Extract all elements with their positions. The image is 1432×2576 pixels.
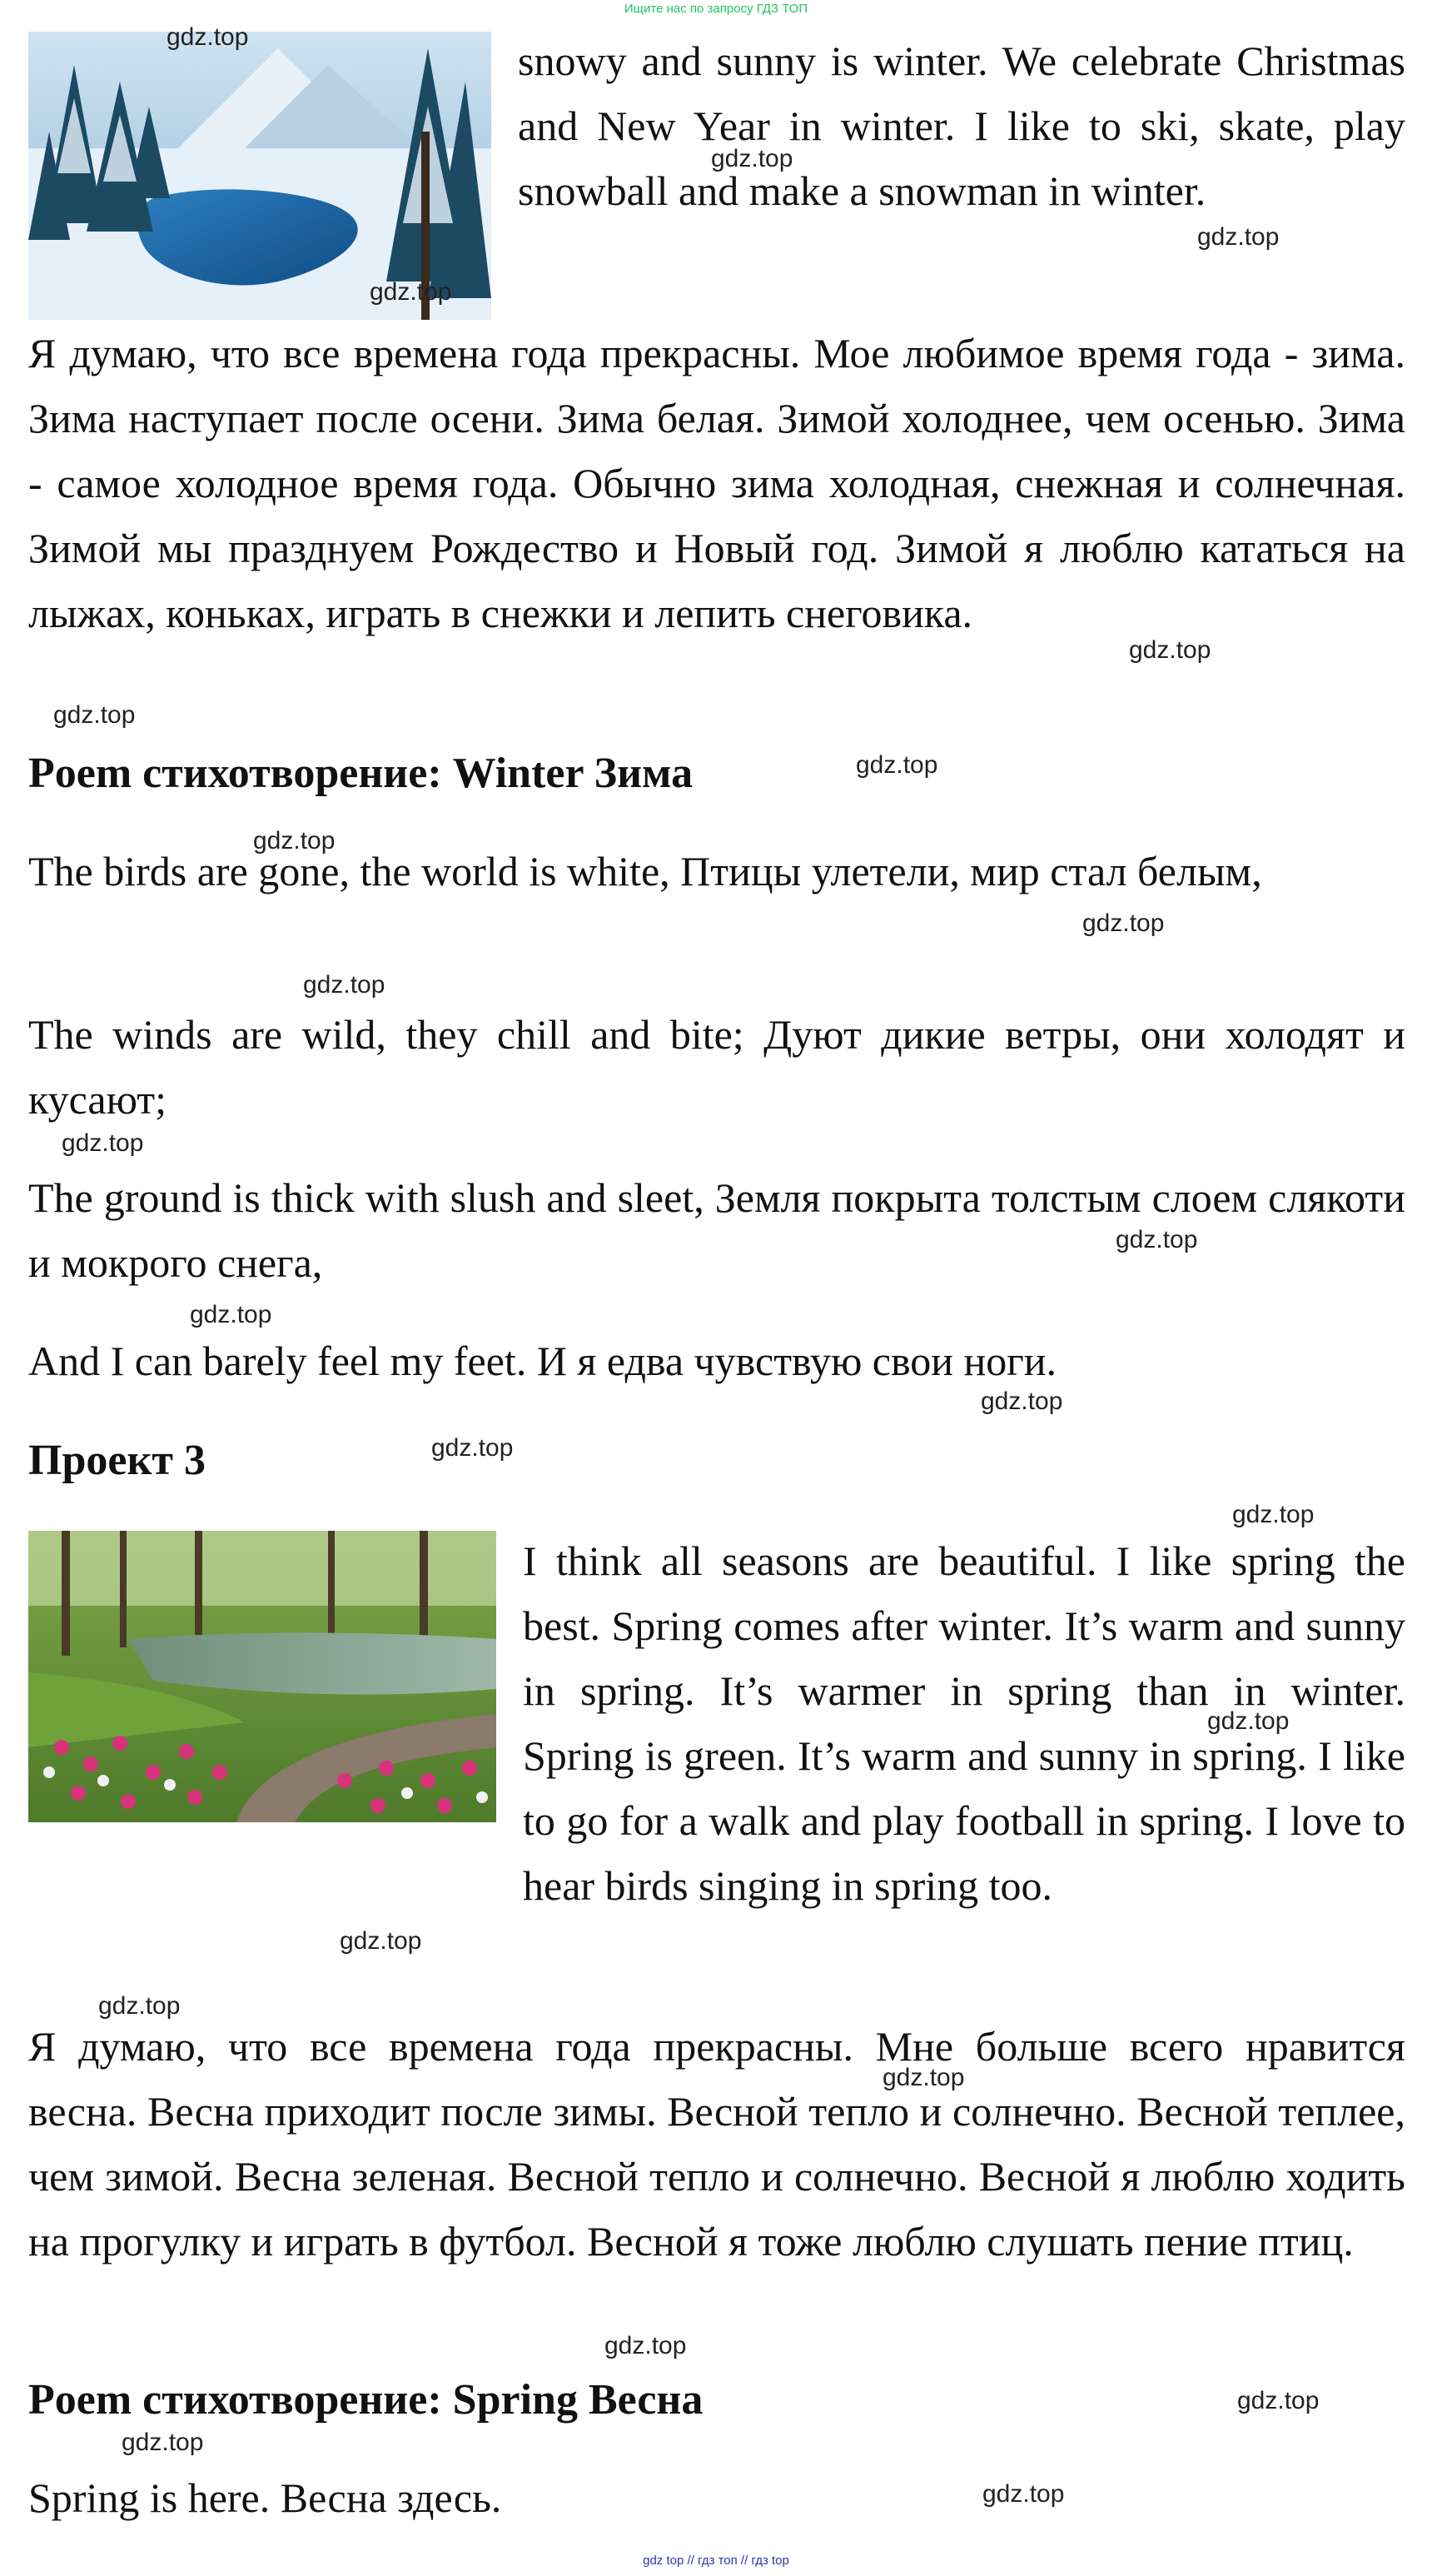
watermark: gdz.top	[62, 1129, 144, 1157]
watermark: gdz.top	[122, 2429, 204, 2456]
watermark: gdz.top	[190, 1301, 272, 1328]
spring-poem-title: Poem стихотворение: Spring Весна	[28, 2376, 704, 2424]
watermark: gdz.top	[167, 23, 249, 51]
winter-poem-line-1: The birds are gone, the world is white, Птицы улетели, мир стал белым,	[28, 848, 1262, 894]
watermark: gdz.top	[53, 701, 136, 729]
watermark: gdz.top	[1082, 909, 1165, 937]
watermark: gdz.top	[1129, 636, 1211, 664]
watermark: gdz.top	[883, 2064, 965, 2091]
winter-poem-line-4: And I can barely feel my feet. И я едва чувствую свои ноги.	[28, 1338, 1057, 1384]
watermark: gdz.top	[370, 278, 452, 306]
watermark: gdz.top	[1207, 1707, 1290, 1735]
winter-poem-line-3: The ground is thick with slush and sleet, Земля покрыта толстым слоем слякоти и мокрого снега,	[28, 1174, 1405, 1286]
winter-russian-text: Я думаю, что все времена года прекрасны. Мое любимое время года - зима. Зима наступает после осени. Зима белая. Зимой холоднее, чем осенью. Зима - самое холодное время года. Обычно зима холодная, снежная и солнечная. Зимой мы празднуем Рождество и Новый год. Зимой я люблю кататься на лыжах, коньках, играть в снежки и лепить снеговика.	[28, 330, 1405, 636]
winter-poem-title: Poem стихотворение: Winter Зима	[28, 750, 694, 797]
watermark: gdz.top	[711, 145, 793, 172]
spring-poem-line-1: Spring is here. Весна здесь.	[28, 2474, 502, 2521]
watermark: gdz.top	[1232, 1501, 1315, 1528]
winter-landscape-image	[28, 32, 491, 320]
watermark: gdz.top	[981, 1388, 1063, 1415]
watermark: gdz.top	[604, 2332, 687, 2359]
watermark: gdz.top	[431, 1434, 514, 1462]
footer-text: gdz top // гдз топ // гдз top	[643, 2554, 789, 2568]
watermark: gdz.top	[98, 1992, 181, 2020]
watermark: gdz.top	[340, 1927, 422, 1955]
project-3-russian-text: Я думаю, что все времена года прекрасны. Мне больше всего нравится весна. Весна приходит после зимы. Весной тепло и солнечно. Весной теплее, чем зимой. Весна зеленая. Весной тепло и солнечно. Весной я люблю ходить на прогулку и играть в футбол. Весной я тоже люблю слушать пение птиц.	[28, 2023, 1405, 2265]
project-3-title: Проект 3	[28, 1437, 206, 1484]
project-3-english-text: I think all seasons are beautiful. I like spring the best. Spring comes after winter. It’s warm and sunny in spring. It’s warmer in spring than in winter. Spring is green. It’s warm and sunny in spring. I like to go for a walk and play football in spring. I love to hear birds singing in spring too.	[523, 1537, 1405, 1909]
watermark: gdz.top	[303, 971, 385, 999]
winter-english-text: snowy and sunny is winter. We celebrate Christmas and New Year in winter. I like to ski, skate, play snowball and make a snowman in winter.	[518, 37, 1405, 214]
search-hint: Ищите нас по запросу ГДЗ ТОП	[624, 2, 808, 16]
watermark: gdz.top	[856, 751, 938, 779]
watermark: gdz.top	[253, 827, 336, 855]
watermark: gdz.top	[1197, 223, 1280, 251]
watermark: gdz.top	[1116, 1226, 1198, 1253]
winter-poem-line-2: The winds are wild, they chill and bite; Дуют дикие ветры, они холодят и кусают;	[28, 1011, 1405, 1123]
spring-park-image	[28, 1531, 496, 1822]
watermark: gdz.top	[1237, 2387, 1320, 2414]
watermark: gdz.top	[982, 2480, 1065, 2508]
